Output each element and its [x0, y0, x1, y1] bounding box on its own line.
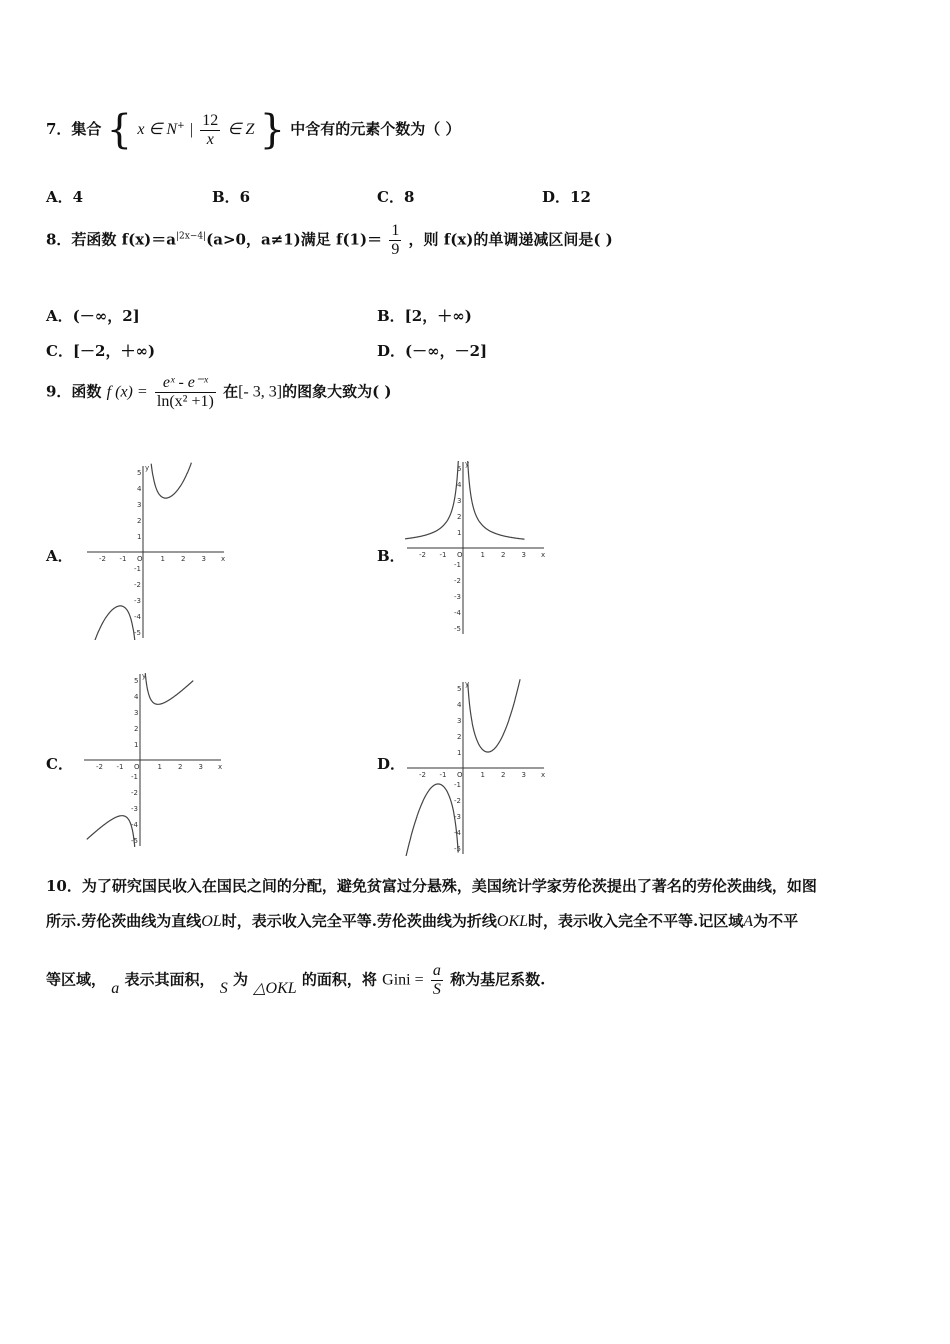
graph-d — [405, 676, 550, 856]
function-curve — [145, 673, 193, 704]
y-tick-label: 1 — [457, 529, 462, 537]
x-tick-label: 2 — [178, 763, 183, 771]
q9-tail: 的图象大致为( ) — [282, 382, 392, 401]
q7-set-sup: + — [177, 121, 185, 131]
q10-s: S — [219, 979, 228, 997]
x-tick-label: O — [134, 763, 140, 771]
q9-label-c: C． — [46, 755, 73, 773]
q7-fraction — [200, 112, 220, 149]
q10-line3 — [46, 962, 545, 999]
y-tick-label: -5 — [131, 837, 138, 845]
q8-tail: ，则 f(x)的单调递减区间是( ) — [408, 230, 613, 249]
function-curve — [406, 784, 458, 856]
y-axis-label: y — [465, 460, 470, 468]
x-tick-label: O — [457, 551, 463, 559]
y-tick-label: -2 — [131, 789, 138, 797]
q7-tail: 中含有的元素个数为（ ） — [290, 120, 461, 138]
y-axis-label: y — [145, 464, 150, 472]
x-tick-label: 1 — [480, 771, 485, 779]
q10-line2d: 为不平 — [753, 912, 799, 930]
y-tick-label: -4 — [131, 821, 138, 829]
y-tick-label: 2 — [457, 513, 462, 521]
function-curve — [468, 679, 520, 752]
y-tick-label: 2 — [457, 733, 462, 741]
y-tick-label: 4 — [137, 485, 142, 493]
y-axis-label: y — [142, 672, 147, 680]
y-tick-label: 4 — [134, 693, 139, 701]
q10-gfrac-den: S — [432, 981, 441, 998]
x-tick-label: 1 — [157, 763, 162, 771]
q8-exp: |2x−4| — [175, 231, 207, 242]
x-tick-label: O — [137, 555, 143, 563]
q8-option-c: C．[－2，＋∞) — [46, 342, 156, 360]
x-tick-label: 1 — [480, 551, 485, 559]
function-curve — [405, 461, 458, 539]
x-tick-label: 3 — [198, 763, 203, 771]
x-tick-label: 2 — [501, 771, 506, 779]
y-tick-label: -1 — [454, 781, 461, 789]
q7-option-a: A．4 — [46, 188, 84, 206]
y-tick-label: -1 — [131, 773, 138, 781]
graph-c — [82, 668, 227, 848]
left-brace: { — [106, 107, 133, 153]
x-tick-label: 3 — [521, 771, 526, 779]
y-tick-label: -2 — [454, 797, 461, 805]
x-tick-label: -1 — [439, 771, 447, 779]
q9-in: 在 — [223, 382, 239, 401]
x-axis-label: x — [541, 551, 546, 559]
y-tick-label: 1 — [137, 533, 142, 541]
x-tick-label: 3 — [201, 555, 206, 563]
q8-frac-den: 9 — [391, 241, 400, 258]
y-tick-label: -5 — [454, 845, 461, 853]
q10-a: a — [111, 979, 120, 997]
y-tick-label: 5 — [457, 465, 462, 473]
q10-line2b: 时，表示收入完全平等.劳伦茨曲线为折线 — [221, 912, 497, 930]
y-tick-label: -1 — [454, 561, 461, 569]
q8-option-d: D．(－∞，－2] — [377, 342, 488, 360]
q7-frac-num: 12 — [202, 111, 219, 129]
x-tick-label: 1 — [160, 555, 165, 563]
function-curve — [95, 606, 135, 640]
x-tick-label: 2 — [501, 551, 506, 559]
y-axis-label: y — [465, 680, 470, 688]
y-tick-label: -5 — [454, 625, 461, 633]
q8-mid: (a>0，a≠1)满足 f(1)＝ — [206, 230, 383, 249]
q10-okl: OKL — [496, 913, 529, 930]
q8-option-a: A．(－∞，2] — [46, 307, 140, 325]
q10-line2c: 时，表示收入完全不平等.记区域 — [528, 912, 744, 930]
x-tick-label: -2 — [99, 555, 106, 563]
x-axis-label: x — [541, 771, 546, 779]
q9-label-a: A． — [46, 547, 73, 565]
q10-gfrac-num: a — [432, 962, 441, 979]
y-tick-label: -3 — [454, 593, 461, 601]
q10-line2 — [46, 910, 798, 931]
q10-line2a: 所示.劳伦茨曲线为直线 — [46, 912, 202, 930]
x-tick-label: 2 — [181, 555, 186, 563]
q10-line3d: 的面积，将 — [301, 970, 377, 989]
q8-stem — [46, 222, 613, 259]
x-tick-label: -2 — [96, 763, 103, 771]
graph-b — [405, 456, 550, 636]
q8-option-b: B．[2，＋∞) — [377, 307, 472, 325]
right-brace: } — [259, 107, 286, 153]
y-tick-label: 5 — [137, 469, 142, 477]
y-tick-label: -4 — [454, 829, 461, 837]
y-tick-label: 5 — [457, 685, 462, 693]
q10-line1: 10．为了研究国民收入在国民之间的分配，避免贫富过分悬殊，美国统计学家劳伦茨提出了著名的劳伦茨曲线，如图 — [46, 877, 817, 895]
q7-set-left: x ∈ N — [137, 121, 178, 138]
x-tick-label: -1 — [439, 551, 447, 559]
y-tick-label: 2 — [137, 517, 142, 525]
y-tick-label: 3 — [137, 501, 142, 509]
q10-region-a: A — [743, 913, 754, 930]
x-axis-label: x — [218, 763, 223, 771]
x-tick-label: O — [457, 771, 463, 779]
y-tick-label: 3 — [134, 709, 139, 717]
q9-fx: f (x) = — [106, 383, 148, 401]
x-tick-label: 3 — [521, 551, 526, 559]
y-tick-label: 3 — [457, 717, 462, 725]
y-tick-label: -3 — [131, 805, 138, 813]
q9-frac-den: ln(x² +1) — [156, 393, 214, 410]
y-tick-label: -4 — [134, 613, 141, 621]
y-tick-label: -2 — [134, 581, 141, 589]
q7-set-bar: | — [189, 121, 194, 138]
y-tick-label: 2 — [134, 725, 139, 733]
q9-stem — [46, 374, 391, 411]
q8-frac-num: 1 — [391, 222, 400, 239]
x-tick-label: -1 — [119, 555, 127, 563]
q7-option-d: D．12 — [542, 188, 591, 206]
function-curve — [87, 816, 135, 847]
q10-line3c: 为 — [232, 970, 248, 989]
y-tick-label: -3 — [134, 597, 141, 605]
q9-label-d: D． — [377, 755, 406, 773]
y-tick-label: -5 — [134, 629, 141, 637]
x-tick-label: -2 — [419, 771, 426, 779]
q10-gini: Gini = — [382, 971, 424, 989]
y-tick-label: -3 — [454, 813, 461, 821]
y-tick-label: 4 — [457, 481, 462, 489]
q7-frac-den: x — [206, 130, 214, 148]
y-tick-label: -2 — [454, 577, 461, 585]
q10-triangle: △OKL — [253, 979, 297, 997]
q7-number: 7．集合 — [46, 120, 102, 138]
y-tick-label: -1 — [134, 565, 141, 573]
y-tick-label: 4 — [457, 701, 462, 709]
q9-head: 9．函数 — [46, 382, 102, 401]
q7-set-right: ∈ Z — [227, 121, 255, 138]
q7-stem — [46, 107, 461, 153]
q9-frac-num: eˣ - e⁻ˣ — [155, 374, 216, 393]
q8-head: 8．若函数 f(x)＝a — [46, 230, 176, 249]
y-tick-label: 1 — [134, 741, 139, 749]
q10-line3b: 表示其面积， — [124, 970, 215, 989]
q10-line3a: 等区域， — [46, 970, 107, 989]
y-tick-label: 1 — [457, 749, 462, 757]
q7-option-b: B．6 — [212, 188, 251, 206]
x-tick-label: -1 — [116, 763, 124, 771]
function-curve — [151, 463, 191, 498]
y-tick-label: -4 — [454, 609, 461, 617]
q8-fraction — [389, 222, 401, 259]
q9-interval: [- 3, 3] — [238, 383, 283, 401]
x-tick-label: -2 — [419, 551, 426, 559]
function-curve — [468, 461, 525, 539]
q9-fraction — [155, 374, 216, 411]
q10-gini-fraction — [431, 962, 443, 999]
x-axis-label: x — [221, 555, 226, 563]
graph-a — [85, 460, 230, 640]
y-tick-label: 3 — [457, 497, 462, 505]
y-tick-label: 5 — [134, 677, 139, 685]
q7-option-c: C．8 — [377, 188, 415, 206]
q9-label-b: B． — [377, 547, 405, 565]
q10-line3e: 称为基尼系数. — [450, 970, 546, 989]
q10-ol: OL — [201, 913, 222, 930]
